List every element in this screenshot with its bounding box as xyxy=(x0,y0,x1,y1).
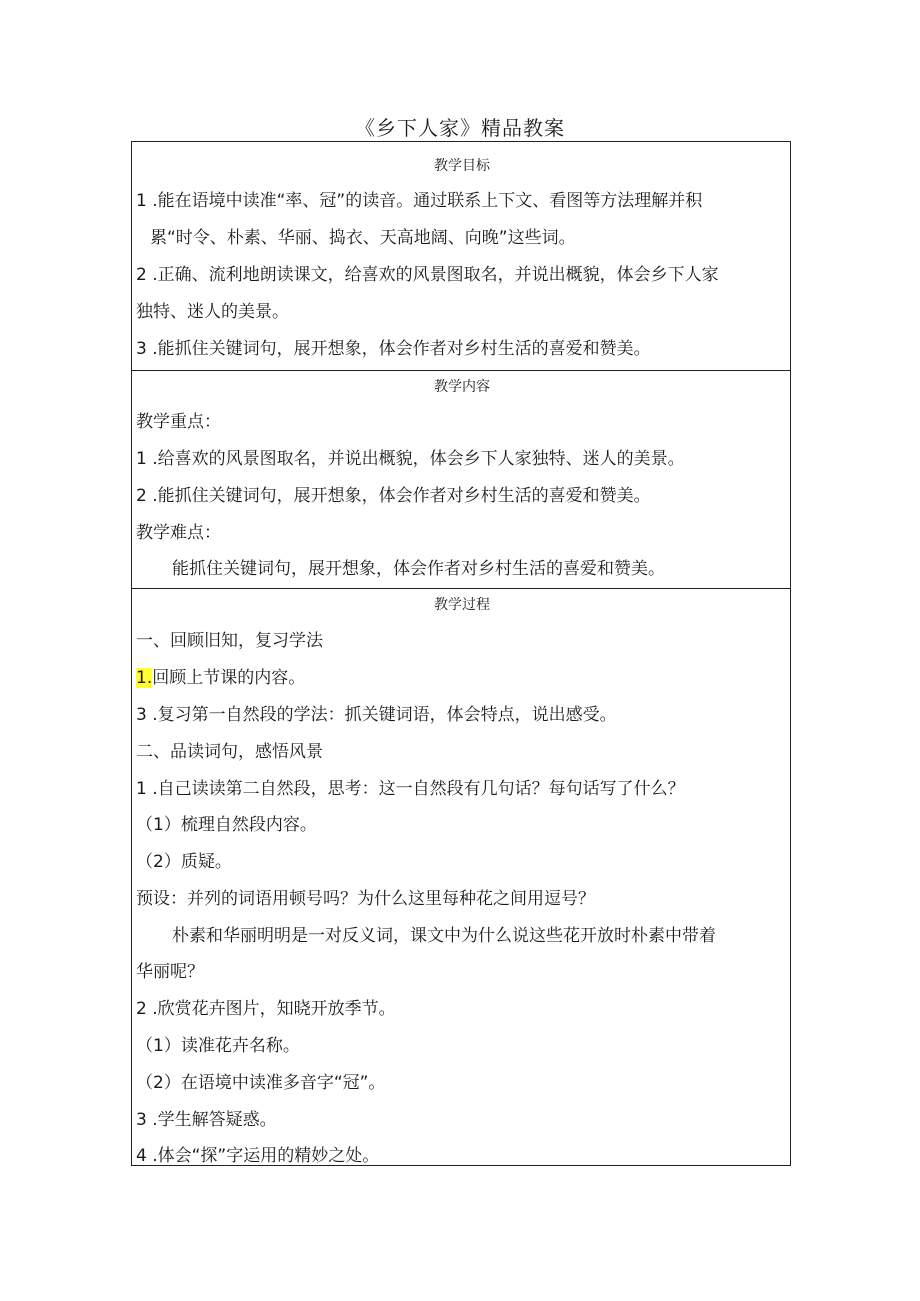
difficulty-label: 教学难点： xyxy=(136,523,221,543)
part-one-title: 一、回顾旧知，复习学法 xyxy=(136,631,323,651)
preset-line: 预设：并列的词语用顿号吗？为什么这里每种花之间用逗号？ xyxy=(136,889,595,909)
process-heading: 教学过程 xyxy=(434,597,490,613)
process-item xyxy=(136,666,305,690)
process-step: 2 .欣赏花卉图片，知晓开放季节。 xyxy=(136,999,396,1019)
part-two-title: 二、品读词句，感悟风景 xyxy=(136,742,323,762)
process-step: 3 .学生解答疑惑。 xyxy=(136,1110,277,1130)
section-divider xyxy=(132,370,790,371)
key-points-label: 教学重点： xyxy=(136,412,221,432)
process-substep: （1）读准花卉名称。 xyxy=(136,1036,300,1056)
page-title: 《乡下人家》精品教案 xyxy=(355,116,565,140)
highlighted-number: 1. xyxy=(136,668,153,688)
objective-line: 3 .能抓住关键词句，展开想象，体会作者对乡村生活的喜爱和赞美。 xyxy=(136,339,651,359)
key-point-line: 2 .能抓住关键词句，展开想象，体会作者对乡村生活的喜爱和赞美。 xyxy=(136,486,651,506)
section-divider xyxy=(132,588,790,589)
objective-line: 1 .能在语境中读准“率、冠”的读音。通过联系上下文、看图等方法理解并积 xyxy=(136,191,703,211)
objective-line: 2 .正确、流利地朗读课文，给喜欢的风景图取名，并说出概貌，体会乡下人家 xyxy=(136,265,719,285)
process-item: 3 .复习第一自然段的学法：抓关键词语，体会特点，说出感受。 xyxy=(136,705,617,725)
key-point-line: 1 .给喜欢的风景图取名，并说出概貌，体会乡下人家独特、迷人的美景。 xyxy=(136,449,685,469)
question-line: 华丽呢？ xyxy=(136,962,204,982)
process-step: 4 .体会“探”字运用的精妙之处。 xyxy=(136,1146,380,1166)
difficulty-line: 能抓住关键词句，展开想象，体会作者对乡村生活的喜爱和赞美。 xyxy=(172,559,665,579)
objective-line: 累“时令、朴素、华丽、捣衣、天高地阔、向晚”这些词。 xyxy=(150,228,576,248)
objectives-heading: 教学目标 xyxy=(434,158,490,174)
process-substep: （1）梳理自然段内容。 xyxy=(136,815,317,835)
objective-line: 独特、迷人的美景。 xyxy=(136,302,289,322)
process-step: 1 .自己读读第二自然段，思考：这一自然段有几句话？每句话写了什么？ xyxy=(136,779,685,799)
content-heading: 教学内容 xyxy=(434,379,490,395)
lesson-plan-table xyxy=(131,141,791,1166)
process-substep: （2）在语境中读准多音字“冠”。 xyxy=(136,1073,386,1093)
question-line: 朴素和华丽明明是一对反义词，课文中为什么说这些花开放时朴素中带着 xyxy=(172,926,716,946)
process-item-text: 回顾上节课的内容。 xyxy=(152,668,306,688)
process-substep: （2）质疑。 xyxy=(136,852,232,872)
